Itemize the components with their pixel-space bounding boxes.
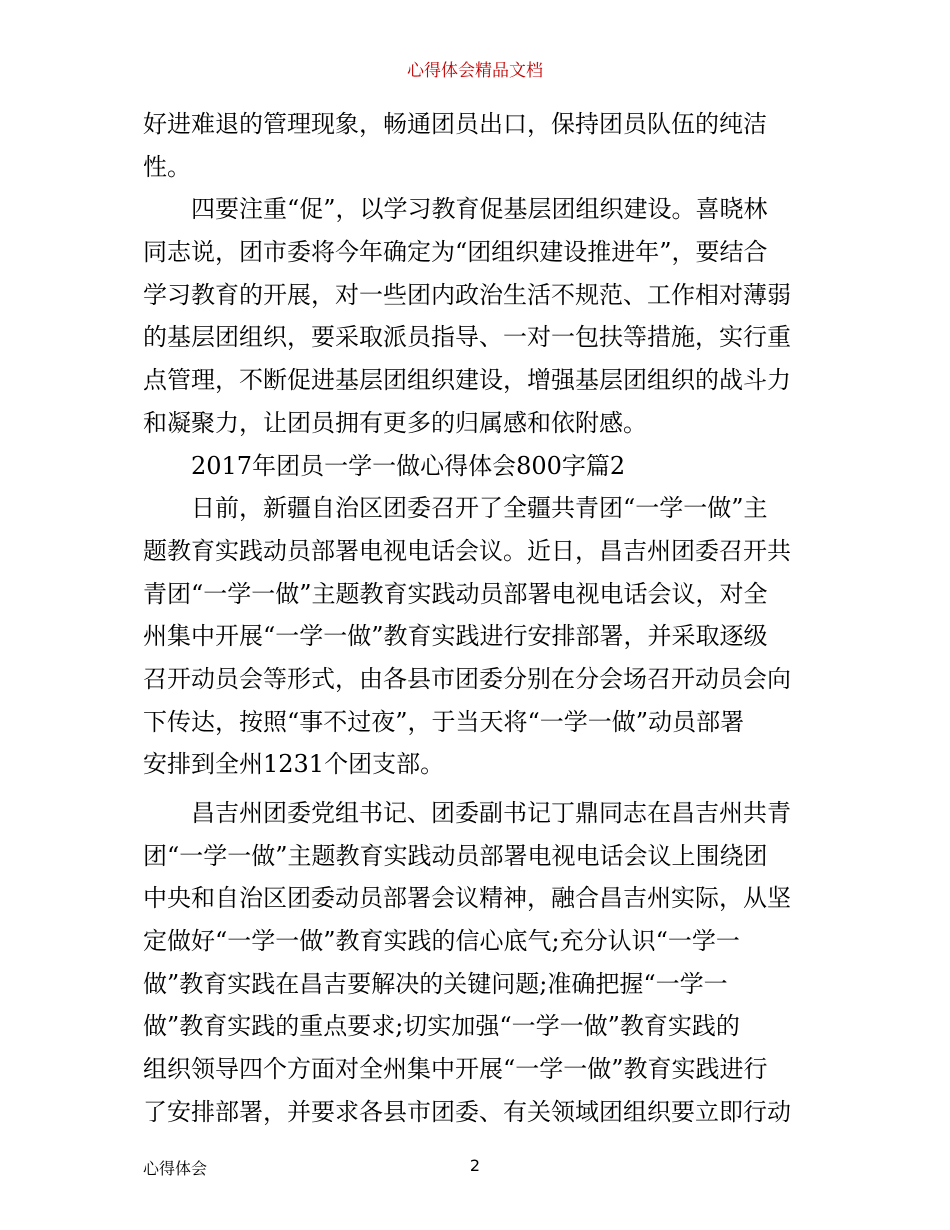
text-line: 下传达，按照“事不过夜”，于当天将“一学一做”动员部署 [143, 707, 745, 736]
paragraph-start: 昌吉州团委党组书记、团委副书记丁鼎同志在昌吉州共青 [191, 799, 791, 827]
text-line: 性。 [143, 152, 191, 181]
page-header-title: 心得体会精品文档 [407, 61, 543, 81]
paragraph-start: 四要注重“促”，以学习教育促基层团组织建设。喜晓林 [191, 195, 768, 224]
text-line: 的基层团组织，要采取派员指导、一对一包扶等措施，实行重 [143, 323, 791, 352]
text-line: 州集中开展“一学一做”教育实践进行安排部署，并采取逐级 [143, 622, 768, 651]
text-line: 青团“一学一做”主题教育实践动员部署电视电话会议，对全 [143, 579, 768, 608]
text-line: 团“一学一做”主题教育实践动员部署电视电话会议上围绕团 [143, 841, 768, 870]
text-line: 安排到全州1231个团支部。 [143, 750, 445, 779]
section-heading: 2017年团员一学一做心得体会800字篇2 [191, 451, 626, 480]
text-line: 组织领导四个方面对全州集中开展“一学一做”教育实践进行 [143, 1055, 768, 1084]
text-line: 中央和自治区团委动员部署会议精神，融合昌吉州实际，从坚 [143, 884, 791, 913]
text-line: 题教育实践动员部署电视电话会议。近日，昌吉州团委召开共 [143, 536, 791, 565]
text-line: 了安排部署，并要求各县市团委、有关领域团组织要立即行动 [143, 1097, 791, 1126]
text-line: 做”教育实践在昌吉要解决的关键问题;准确把握“一学一 [143, 969, 728, 998]
text-line: 学习教育的开展，对一些团内政治生活不规范、工作相对薄弱 [143, 280, 791, 309]
page-number: 2 [469, 1156, 481, 1175]
text-line: 召开动员会等形式，由各县市团委分别在分会场召开动员会向 [143, 664, 791, 693]
text-line: 好进难退的管理现象，畅通团员出口，保持团员队伍的纯洁 [143, 110, 767, 138]
text-line: 做”教育实践的重点要求;切实加强“一学一做”教育实践的 [143, 1012, 740, 1041]
text-line: 点管理，不断促进基层团组织建设，增强基层团组织的战斗力 [143, 366, 791, 395]
paragraph-start: 日前，新疆自治区团委召开了全疆共青团“一学一做”主 [191, 494, 768, 523]
text-line: 和凝聚力，让团员拥有更多的归属感和依附感。 [143, 408, 647, 437]
footer-label: 心得体会 [143, 1159, 208, 1178]
text-line: 定做好“一学一做”教育实践的信心底气;充分认识“一学一 [143, 927, 740, 956]
document-body [143, 103, 815, 1134]
text-line: 同志说，团市委将今年确定为“团组织建设推进年”，要结合 [143, 238, 768, 267]
